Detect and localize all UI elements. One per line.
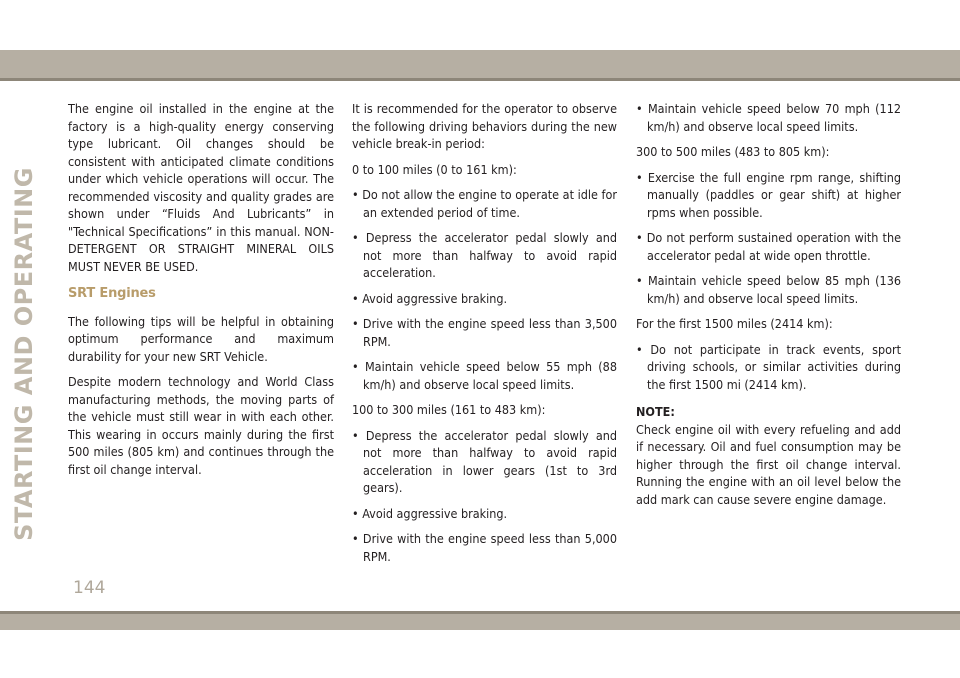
list-item: • Drive with the engine speed less than 5,000 RPM. [352,531,617,564]
recommendation-paragraph: It is recommended for the operator to observe the following driving behaviors during the new vehicle break-in period: [352,101,617,151]
section-title: STARTING AND OPERATING [10,167,38,541]
oil-intro-paragraph: The engine oil installed in the engine at the factory is a high-quality energy conserving type lubricant. Oil changes should be consistent with anticipated climate conditions under which vehicle operations will occur. The recommended viscosity and quality grades are shown under “Fluids And Lubricants” in "Technical Specifications” in this manual. NON-DETERGENT OR STRAIGHT MINERAL OILS MUST NEVER BE USED. [68,101,334,274]
list-item: • Do not participate in track events, sport driving schools, or similar activities during the first 1500 mi (2414 km). [636,341,901,392]
list-item: • Maintain vehicle speed below 55 mph (88 km/h) and observe local speed limits. [352,359,617,392]
list-item: • Drive with the engine speed less than 3,500 RPM. [352,316,617,349]
list-item: • Do not perform sustained operation with the accelerator pedal at wide open throttle. [636,230,901,263]
first-1500-miles-heading: For the first 1500 miles (2414 km): [636,316,833,331]
list-item: • Maintain vehicle speed below 85 mph (136 km/h) and observe local speed limits. [636,273,901,306]
srt-engines-heading: SRT Engines [68,286,156,301]
list-item: • Do not allow the engine to operate at idle for an extended period of time. [352,187,617,220]
list-item: • Depress the accelerator pedal slowly and not more than halfway to avoid rapid acceleration in lower gears (1st to 3rd gears). [352,427,617,495]
list-item: • Maintain vehicle speed below 70 mph (112 km/h) and observe local speed limits. [636,101,901,134]
range-300-500-heading: 300 to 500 miles (483 to 805 km): [636,144,830,159]
header-band [0,50,960,78]
range-100-300-heading: 100 to 300 miles (161 to 483 km): [352,402,546,417]
column-left [68,100,334,486]
list-item: • Avoid aggressive braking. [352,505,508,521]
srt-tips-paragraph: The following tips will be helpful in obtaining optimum performance and maximum durability for your new SRT Vehicle. [68,313,334,364]
page-number: 144 [73,578,106,598]
column-middle [352,100,617,573]
note-label: NOTE: [636,404,675,419]
column-right [636,100,901,516]
header-rule [0,78,960,81]
list-item: • Depress the accelerator pedal slowly and not more than halfway to avoid rapid acceleration. [352,230,617,280]
break-in-paragraph: Despite modern technology and World Class manufacturing methods, the moving parts of the vehicle must still wear in with each other. This wearing in occurs mainly during the first 500 miles (805 km) and continues through the first oil change interval. [68,374,334,477]
range-0-100-heading: 0 to 100 miles (0 to 161 km): [352,161,517,177]
footer-band [0,614,960,630]
list-item: • Exercise the full engine rpm range, shifting manually (paddles or gear shift) at higher rpms when possible. [636,169,901,220]
note-text: Check engine oil with every refueling and add if necessary. Oil and fuel consumption may be higher through the first oil change interval. Running the engine with an oil level below the add mark can cause severe engine damage. [636,421,901,507]
list-item: • Avoid aggressive braking. [352,290,508,306]
